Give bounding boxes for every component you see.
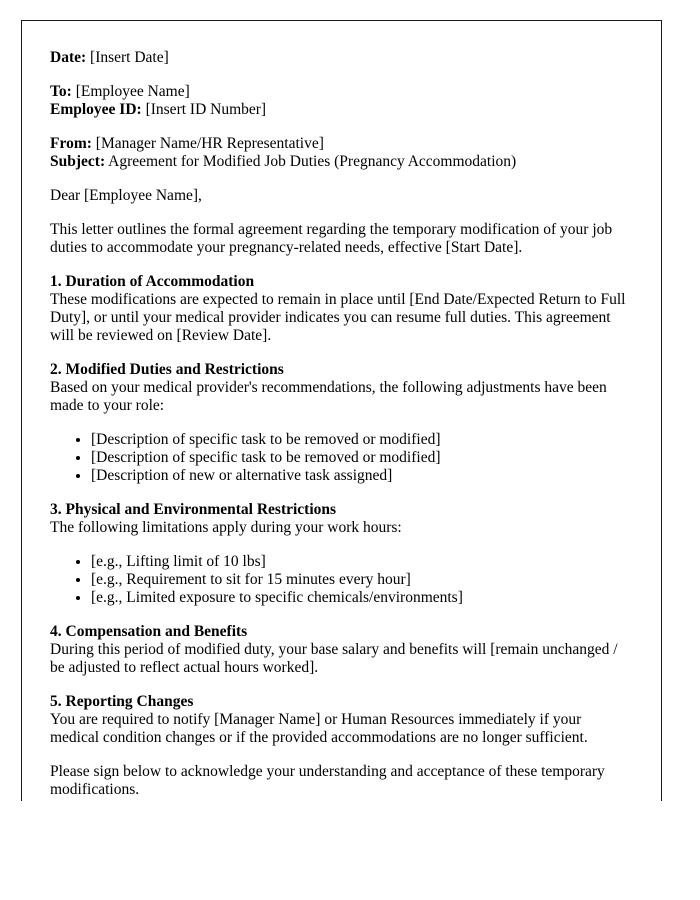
section-5-body: You are required to notify [Manager Name] or Human Resources immediately if your medical condition changes or if the provided accommodations are no longer sufficient. [50, 711, 588, 746]
section-3-title: 3. Physical and Environmental Restrictions [50, 501, 337, 518]
employee-id-line [50, 101, 628, 119]
list-item: • [e.g., Limited exposure to specific chemicals/environments] [91, 589, 628, 607]
from-label: From: [50, 135, 92, 152]
salutation: Dear [Employee Name], [50, 187, 202, 204]
section-4-title: 4. Compensation and Benefits [50, 623, 248, 640]
subject-line [50, 153, 628, 171]
from-line [50, 135, 628, 153]
section-5-title: 5. Reporting Changes [50, 693, 194, 710]
list-item: • [Description of specific task to be removed or modified] [91, 449, 628, 467]
to-value: [Employee Name] [75, 83, 190, 100]
list-item: • [Description of new or alternative task assigned] [91, 467, 628, 485]
section-2-title: 2. Modified Duties and Restrictions [50, 361, 284, 378]
date-line [50, 49, 628, 67]
list-item: • [e.g., Lifting limit of 10 lbs] [91, 553, 628, 571]
section-1-body: These modifications are expected to remain in place until [End Date/Expected Return to Full Duty], or until your medical provider indicates you can resume full duties. This agreement will be reviewed on [Review Date]. [50, 291, 626, 344]
intro-paragraph: This letter outlines the formal agreement regarding the temporary modification of your job duties to accommodate your pregnancy-related needs, effective [Start Date]. [50, 221, 613, 256]
section-2-body: Based on your medical provider's recommendations, the following adjustments have been made to your role: [50, 379, 607, 414]
employee-id-label: Employee ID: [50, 101, 142, 118]
recipient-block [50, 83, 628, 119]
subject-label: Subject: [50, 153, 106, 170]
employee-id-value: [Insert ID Number] [145, 101, 267, 118]
to-line [50, 83, 628, 101]
closing-paragraph: Please sign below to acknowledge your understanding and acceptance of these temporary modifications. [50, 763, 605, 798]
to-label: To: [50, 83, 72, 100]
section-4-body: During this period of modified duty, your base salary and benefits will [remain unchanged / be adjusted to reflect actual hours worked]. [50, 641, 618, 676]
restrictions-list [50, 553, 628, 607]
section-3-body: The following limitations apply during your work hours: [50, 519, 402, 536]
section-1-title: 1. Duration of Accommodation [50, 273, 255, 290]
list-item: • [e.g., Requirement to sit for 15 minutes every hour] [91, 571, 628, 589]
document-page [21, 20, 662, 801]
subject-value: Agreement for Modified Job Duties (Pregnancy Accommodation) [108, 153, 517, 170]
list-item: • [Description of specific task to be removed or modified] [91, 431, 628, 449]
modified-duties-list [50, 431, 628, 485]
date-label: Date: [50, 49, 87, 66]
sender-block [50, 135, 628, 171]
from-value: [Manager Name/HR Representative] [95, 135, 324, 152]
date-value: [Insert Date] [90, 49, 169, 66]
